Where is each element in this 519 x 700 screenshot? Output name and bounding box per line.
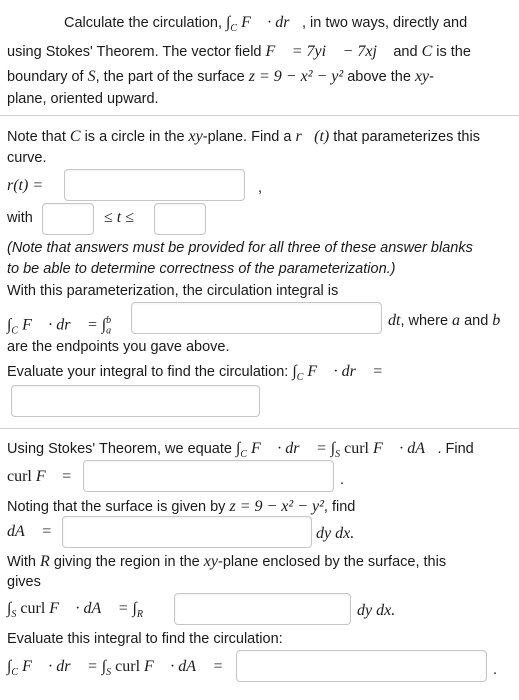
with-r-text: With	[7, 554, 41, 570]
final-circulation-input[interactable]	[236, 650, 487, 682]
note-text: -plane. Find a	[202, 129, 296, 145]
param-note-line-1: (Note that answers must be provided for all three of these answer blanks	[7, 240, 473, 256]
final-period: .	[493, 662, 498, 678]
intro-text: boundary of	[7, 69, 88, 85]
surface-symbol: S	[87, 68, 96, 85]
intro-text: plane, oriented upward.	[7, 91, 159, 107]
dA-input[interactable]	[62, 516, 312, 548]
bounds-inequality: ≤ t ≤	[104, 209, 135, 226]
upper-bound-input[interactable]	[154, 203, 206, 235]
dydx-text: dy dx.	[357, 602, 396, 619]
stokes-text: Using Stokes' Theorem, we equate	[7, 441, 236, 457]
intro-text: , the part of the surface	[95, 69, 249, 85]
noting-line	[7, 496, 515, 518]
noting-text: , find	[323, 499, 356, 515]
intro-text: Calculate the circulation,	[64, 15, 226, 31]
note-text: curve.	[7, 150, 47, 166]
section-divider	[0, 428, 519, 429]
curl-label: curl F⃗ =	[7, 468, 72, 485]
intro-line-1	[64, 12, 515, 39]
comma-text: ,	[258, 180, 263, 196]
r-of-t-label: r(t) =	[7, 177, 44, 194]
period-text: .	[340, 472, 345, 488]
intro-text: using Stokes' Theorem. The vector field	[7, 44, 266, 60]
intro-text: above the	[343, 69, 415, 85]
curve-symbol: C	[69, 128, 81, 145]
with-R-line	[7, 551, 515, 573]
with-label: with	[7, 210, 33, 226]
noting-text: Noting that the surface is given by	[7, 499, 230, 515]
note-line-1	[7, 126, 515, 148]
with-param-text: With this parameterization, the circulation integral is	[7, 283, 339, 299]
r-of-t-input[interactable]	[64, 169, 245, 201]
and-text: and	[460, 313, 493, 329]
region-symbol: R	[40, 553, 50, 570]
xy-symbol: xy	[188, 128, 203, 145]
param-note-line-2: to be able to determine correctness of the parameterization.)	[7, 261, 396, 277]
curve-symbol: C	[421, 43, 433, 60]
evaluate-text: Evaluate your integral to find the circulation:	[7, 364, 293, 380]
circulation-symbol: $\int_C$ F⃗ · dr⃗ =	[292, 363, 384, 384]
note-text: Note that	[7, 129, 70, 145]
integrand-input[interactable]	[131, 302, 382, 334]
note-line-2	[7, 148, 515, 169]
intro-text: , in two ways, directly and	[301, 15, 468, 31]
intro-line-2	[7, 41, 515, 63]
xy-symbol: xy	[414, 68, 430, 85]
dA-label: dA⃗ =	[7, 523, 53, 540]
endpoints-text: are the endpoints you gave above.	[7, 339, 230, 355]
intro-line-3: boundary of S, the part of the surface z = 9 − x² − y² above the xy-	[7, 68, 434, 85]
dt-text: dt	[388, 312, 401, 329]
line-integral-lhs: $\int_C$ F⃗ · dr⃗ = $\int_a^b$	[7, 315, 112, 337]
intro-text: and	[389, 44, 422, 60]
with-r-text: -plane enclosed by the surface, this	[217, 554, 447, 570]
r-of-t-symbol: r⃗(t)	[295, 128, 330, 145]
curl-input[interactable]	[83, 460, 334, 492]
final-equation-label: $\int_C$ F⃗ · dr⃗ = $\int_S$ curl F⃗ · dA⃗ =	[7, 658, 224, 679]
intro-text: is the	[432, 44, 471, 60]
dydx-text: dy dx.	[316, 525, 355, 542]
stokes-equation: $\int_C$ F⃗ · dr⃗ = $\int_S$ curl F⃗ · dA⃗	[235, 440, 438, 461]
evaluate-integral-text: Evaluate this integral to find the circulation:	[7, 631, 283, 647]
double-integral-label: $\int_S$ curl F⃗ · dA⃗ = $\int_R$	[7, 600, 143, 621]
surface-equation: z = 9 − x² − y²	[229, 498, 324, 515]
gives-text: gives	[7, 574, 41, 590]
circulation-direct-input[interactable]	[11, 385, 260, 417]
vector-field-expr: F⃗ = 7yi⃗ − 7xj⃗	[265, 43, 390, 60]
note-text: is a circle in the	[80, 129, 189, 145]
xy-symbol: xy	[203, 553, 218, 570]
where-text: , where	[400, 313, 453, 329]
lower-bound-input[interactable]	[42, 203, 94, 235]
circulation-integral-symbol: $\int_C$ F⃗ · dr⃗	[226, 14, 302, 35]
stokes-text: . Find	[437, 441, 474, 457]
double-integrand-input[interactable]	[174, 593, 351, 625]
intro-line-4	[7, 89, 515, 110]
with-r-text: giving the region in the	[49, 554, 204, 570]
dt-suffix: dt, where a and b	[388, 312, 501, 329]
surface-equation: z = 9 − x² − y²	[248, 68, 344, 85]
note-text: that parameterizes this	[329, 129, 480, 145]
section-divider	[0, 115, 519, 116]
